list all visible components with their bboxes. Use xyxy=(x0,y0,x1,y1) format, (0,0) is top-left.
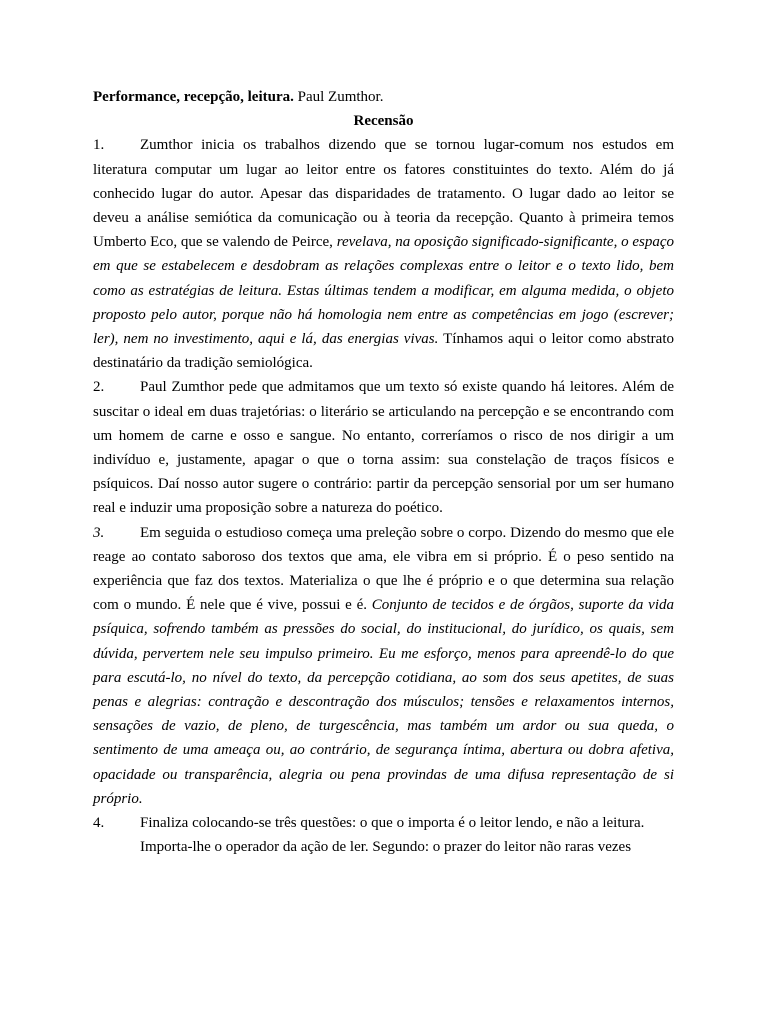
paragraph-number: 1. xyxy=(93,137,105,154)
paragraph-quote: Conjunto de tecidos e de órgãos, suporte da vida psíquica, sofrendo também as pressões do social, do institucional, do jurídico, os quais, sem dúvida, pervertem nele seu impulso primeiro. Eu me esforço, menos para apreendê-lo do que para escutá-lo, no nível do texto, da percepção cotidiana, ao som dos seus apetites, de suas penas e alegrias: contração e descontração dos músculos; tensões e relaxamentos internos, sensações de vazio, de pleno, de turgescência, mas também um ardor ou sua queda, o sentimento de uma ameaça ou, ao contrário, de segurança íntima, abertura ou dobra afetiva, opacidade ou transparência, alegria ou pena provindas de uma difusa representação de si próprio. xyxy=(93,597,674,807)
paragraph-4 xyxy=(93,811,674,835)
paragraph-quote: revelava, na oposição significado-significante, o espaço em que se estabelecem e desdobram as relações complexas entre o leitor e o texto lido, bem como as estratégias de leitura. Estas últimas tendem a modificar, em alguma medida, o objeto proposto pelo autor, porque não há homologia nem entre as competências em jogo (escrever; ler), nem no investimento, aqui e lá, das energias vivas. xyxy=(93,234,674,348)
paragraph-number: 3. xyxy=(93,524,105,541)
paragraph-number: 4. xyxy=(93,815,105,832)
paragraph-number: 2. xyxy=(93,379,105,396)
document-body xyxy=(93,85,674,860)
paragraph-text: Paul Zumthor pede que admitamos que um texto só existe quando há leitores. Além de suscitar o ideal em duas trajetórias: o literário se articulando na percepção e se encontrando com um homem de carne e osso e sangue. No entanto, correríamos o risco de nos dirigir a um indivíduo e, justamente, apagar o que o torna assim: sua constelação de traços físicos e psíquicos. Daí nosso autor sugere o contrário: partir da percepção sensorial por um ser humano real e induzir uma proposição sobre a natureza do poético. xyxy=(93,379,674,517)
section-title: Recensão xyxy=(353,113,414,130)
paragraph-text: Zumthor inicia os trabalhos dizendo que se tornou lugar-comum nos estudos em literatura computar um lugar ao leitor entre os fatores constituintes do texto. Além do já conhecido lugar do autor. Apesar das disparidades de tratamento. O lugar dado ao leitor se deveu a análise semiótica da comunicação ou à teoria da recepção. Quanto à primeira temos Umberto Eco, que se valendo de Peirce, xyxy=(93,137,674,251)
paragraph-3 xyxy=(93,521,674,811)
paragraph-text: Finaliza colocando-se três questões: o que o importa é o leitor lendo, e não a leitura. xyxy=(140,815,645,832)
paragraph-2 xyxy=(93,375,674,520)
book-title: Performance, recepção, leitura. xyxy=(93,89,294,105)
paragraph-text: Tínhamos aqui o leitor como abstrato destinatário da tradição semiológica. xyxy=(93,331,674,372)
paragraph-text: Em seguida o estudioso começa uma preleção sobre o corpo. Dizendo do mesmo que ele reage ao contato saboroso dos textos que ama, ele vibra em si próprio. É o peso sentido na experiência que faz dos textos. Materializa o que lhe é próprio e o que determina sua relação com o mundo. É nele que é vive, possui e é. xyxy=(93,524,674,614)
book-author: Paul Zumthor. xyxy=(293,89,384,105)
document-title-line xyxy=(93,85,674,109)
paragraph-4-continuation: Importa-lhe o operador da ação de ler. Segundo: o prazer do leitor não raras vezes xyxy=(140,839,632,856)
paragraph-1 xyxy=(93,133,674,375)
